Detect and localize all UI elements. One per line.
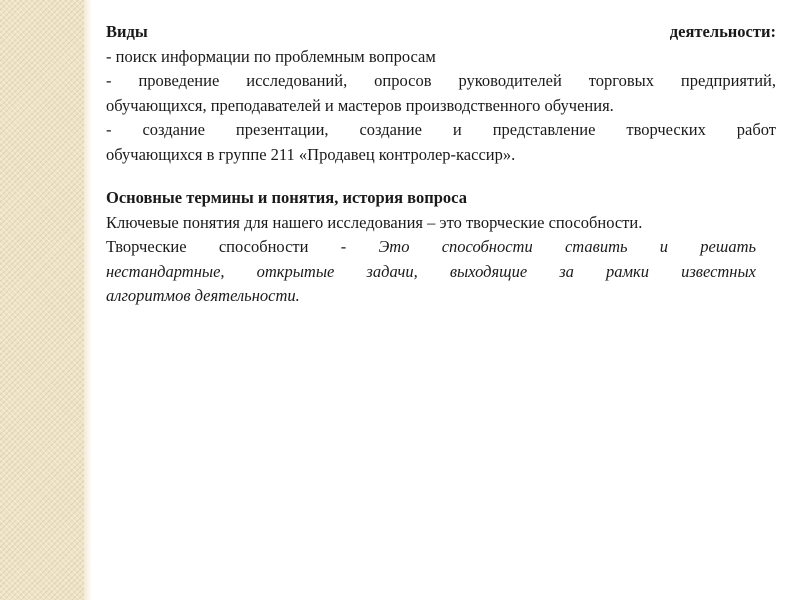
activities-heading-left: Виды bbox=[106, 22, 148, 41]
activities-list bbox=[106, 45, 776, 168]
definition-text-1: Это способности ставить и решать bbox=[378, 237, 756, 256]
definition-line-2: нестандартные, открытые задачи, выходящие за рамки известных bbox=[106, 261, 756, 281]
activity-item-2-line-1: - проведение исследований, опросов руководителей торговых предприятий, bbox=[106, 71, 776, 90]
slide-content bbox=[106, 20, 776, 309]
decorative-side-stripe bbox=[0, 0, 84, 600]
terms-body bbox=[106, 211, 756, 309]
activity-item-3-line-1: - создание презентации, создание и представление творческих работ bbox=[106, 120, 776, 139]
activities-heading-right: деятельности: bbox=[669, 22, 776, 41]
activity-item-3-line-2: обучающихся в группе 211 «Продавец контролер-кассир». bbox=[106, 144, 516, 164]
activity-item-2-line-2: обучающихся, преподавателей и мастеров производственного обучения. bbox=[106, 95, 614, 115]
activity-item-1: - поиск информации по проблемным вопросам bbox=[106, 46, 436, 66]
terms-heading: Основные термины и понятия, история вопроса bbox=[106, 188, 467, 207]
definition-line-3: алгоритмов деятельности. bbox=[106, 286, 300, 305]
activities-heading bbox=[106, 20, 776, 45]
definition-line-1 bbox=[106, 235, 756, 260]
key-concepts-text: Ключевые понятия для нашего исследования – это творческие способности. bbox=[106, 212, 643, 232]
definition-term: Творческие способности - bbox=[106, 237, 347, 256]
decorative-side-edge bbox=[84, 0, 92, 600]
